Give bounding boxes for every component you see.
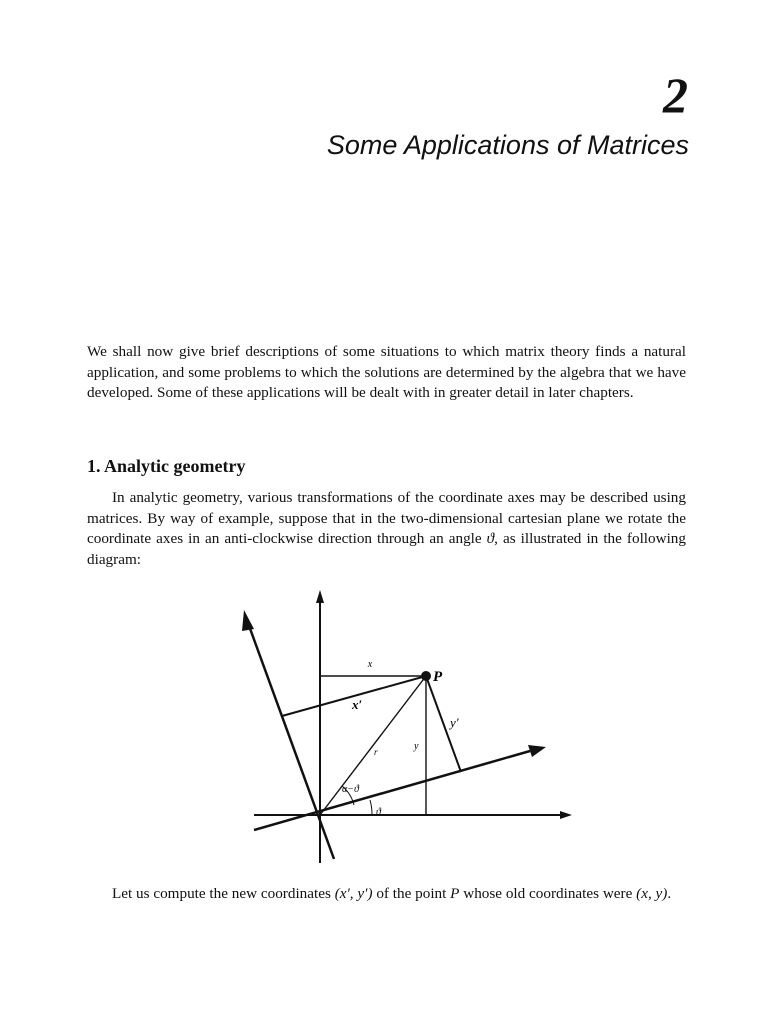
paragraph-2-text-before: Let us compute the new coordinates [112,885,335,902]
label-x: x [367,659,373,670]
old-y-axis-arrowhead [316,590,324,603]
new-y-axis-arrowhead [242,610,254,631]
section-heading: 1. Analytic geometry [87,456,246,476]
point-name: P [450,885,460,902]
paragraph-1-text-after: , as illustrated in the following diagram: [87,530,686,568]
old-x-axis-arrowhead [560,811,572,819]
paragraph-2-text-middle-2: whose old coordinates were [459,885,637,902]
point-p-marker [421,671,431,681]
label-y: y [414,741,419,752]
rotation-diagram [230,585,580,870]
new-x-axis [254,751,530,830]
theta-arc [370,800,372,815]
intro-paragraph: We shall now give brief descriptions of some situations to which matrix theory finds a natural application, and some problems to which the solutions are determined by the algebra that we have developed. Some of these applications will be dealt with in greater detail in later chapters. [87,343,686,401]
label-x-prime: x′ [352,697,363,712]
paragraph-2-text-middle-1: of the point [372,885,451,902]
label-p: P [433,669,443,685]
label-r: r [374,747,378,757]
angle-symbol: ϑ [486,530,495,547]
label-alpha-minus-theta: α−ϑ [342,784,359,795]
new-y-axis [248,623,334,859]
old-coordinates: (x, y) [636,885,668,902]
radius-line [320,676,426,815]
paragraph-2-text-after: . [667,885,672,902]
chapter-title: Some Applications of Matrices [326,130,689,160]
section-paragraph-1 [87,488,686,570]
section-paragraph-2 [87,884,686,905]
new-coordinates: (x′, y′) [334,885,373,902]
label-y-prime: y′ [450,715,459,730]
new-x-axis-arrowhead [528,745,546,757]
paragraph-1-text-before: In analytic geometry, various transformations of the coordinate axes may be described using matrices. By way of example, suppose that in the two-dimensional cartesian plane we rotate the coordinate axes in an anti-clockwise direction through an angle [87,489,686,547]
label-theta: ϑ [376,807,381,818]
chapter-number: 2 [663,67,688,123]
